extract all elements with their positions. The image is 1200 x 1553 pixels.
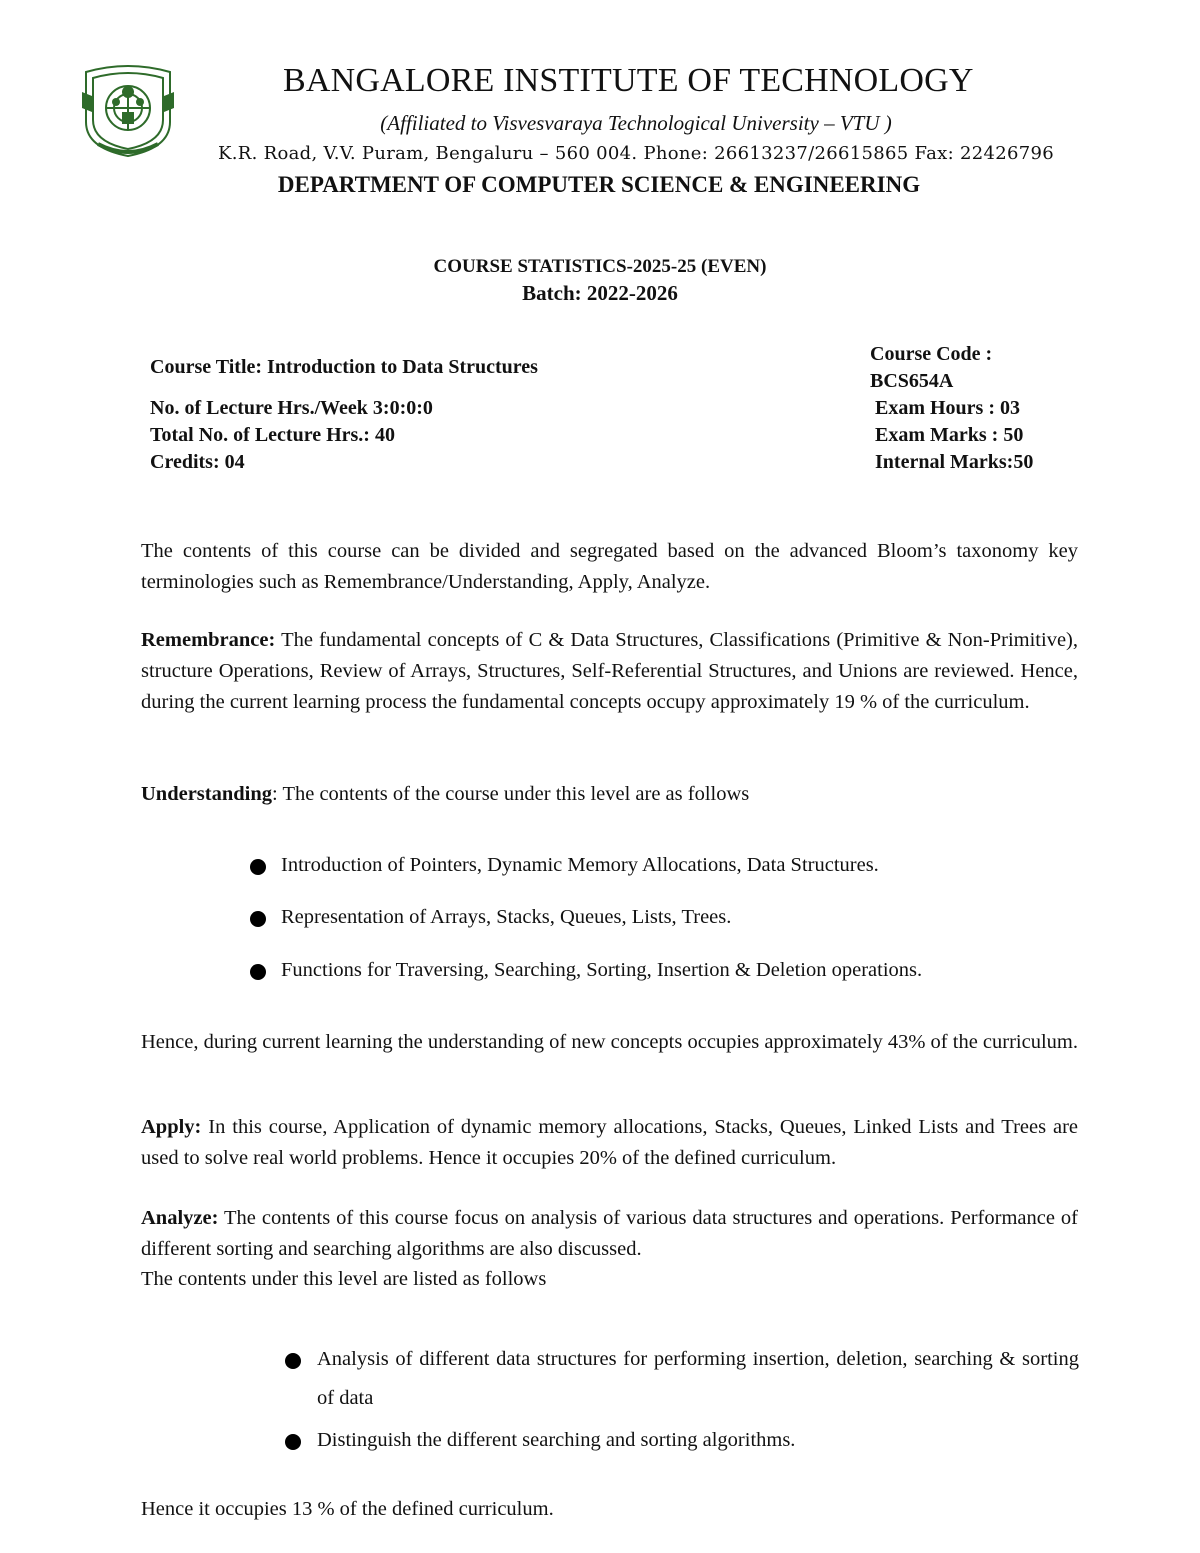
bullet-icon: [285, 1353, 301, 1369]
analyze-paragraph: [141, 1203, 1078, 1265]
list-item-text: Distinguish the different searching and sorting algorithms.: [317, 1429, 796, 1451]
exam-hours: Exam Hours : 03: [875, 397, 1020, 419]
apply-label: Apply:: [141, 1116, 202, 1138]
course-code-value: BCS654A: [870, 370, 954, 392]
bullet-icon: [250, 964, 266, 980]
analyze-text: The contents of this course focus on analysis of various data structures and operations. Performance of different sorting and searching algorithms are also discussed.: [141, 1207, 1078, 1260]
institute-name: BANGALORE INSTITUTE OF TECHNOLOGY: [283, 62, 974, 99]
analyze-label: Analyze:: [141, 1207, 219, 1229]
internal-marks: Internal Marks:50: [875, 451, 1034, 473]
remembrance-text: The fundamental concepts of C & Data Structures, Classifications (Primitive & Non-Primitive), structure Operations, Review of Arrays, Structures, Self-Referential Structures, and Unions are reviewed. Hence, during the current learning process the fundamental concepts occupy approximately 19 % of the curriculum.: [141, 629, 1078, 713]
course-title: Course Title: Introduction to Data Structures: [150, 356, 538, 378]
bullet-icon: [285, 1434, 301, 1450]
list-item-text: Analysis of different data structures for performing insertion, deletion, searching & sorting of data: [317, 1348, 1079, 1409]
department-title: DEPARTMENT OF COMPUTER SCIENCE & ENGINEERING: [277, 172, 921, 197]
lecture-hours-week: No. of Lecture Hrs./Week 3:0:0:0: [150, 397, 433, 419]
bullet-icon: [250, 859, 266, 875]
bullet-icon: [250, 911, 266, 927]
apply-text: In this course, Application of dynamic memory allocations, Stacks, Queues, Linked Lists and Trees are used to solve real world problems. Hence it occupies 20% of the defined curriculum.: [141, 1116, 1078, 1169]
remembrance-paragraph: [141, 625, 1078, 718]
total-lecture-hours: Total No. of Lecture Hrs.: 40: [150, 424, 395, 446]
intro-paragraph: The contents of this course can be divided and segregated based on the advanced Bloom’s taxonomy key terminologies such as Remembrance/Understanding, Apply, Analyze.: [141, 540, 1078, 593]
analyze-summary: Hence it occupies 13 % of the defined curriculum.: [141, 1498, 554, 1520]
list-item-text: Functions for Traversing, Searching, Sorting, Insertion & Deletion operations.: [281, 959, 923, 981]
list-item-text: Representation of Arrays, Stacks, Queues, Lists, Trees.: [281, 906, 732, 928]
understanding-text: : The contents of the course under this level are as follows: [272, 783, 750, 805]
list-item-text: Introduction of Pointers, Dynamic Memory Allocations, Data Structures.: [281, 854, 879, 876]
analyze-list-intro: The contents under this level are listed as follows: [141, 1268, 547, 1290]
understanding-paragraph: [141, 779, 1078, 810]
affiliation: (Affiliated to Visvesvaraya Technological University – VTU ): [380, 111, 892, 135]
course-code-label: Course Code :: [870, 343, 993, 365]
credits: Credits: 04: [150, 451, 245, 473]
course-statistics-title: COURSE STATISTICS-2025-25 (EVEN): [433, 256, 767, 277]
address: K.R. Road, V.V. Puram, Bengaluru – 560 004. Phone: 26613237/26615865 Fax: 22426796: [217, 143, 1054, 164]
apply-paragraph: [141, 1112, 1078, 1174]
understanding-summary: Hence, during current learning the understanding of new concepts occupies approximately 43% of the curriculum.: [141, 1031, 1078, 1053]
understanding-label: Understanding: [141, 783, 273, 805]
exam-marks: Exam Marks : 50: [875, 424, 1024, 446]
batch: Batch: 2022-2026: [522, 281, 678, 305]
remembrance-label: Remembrance:: [141, 629, 276, 651]
